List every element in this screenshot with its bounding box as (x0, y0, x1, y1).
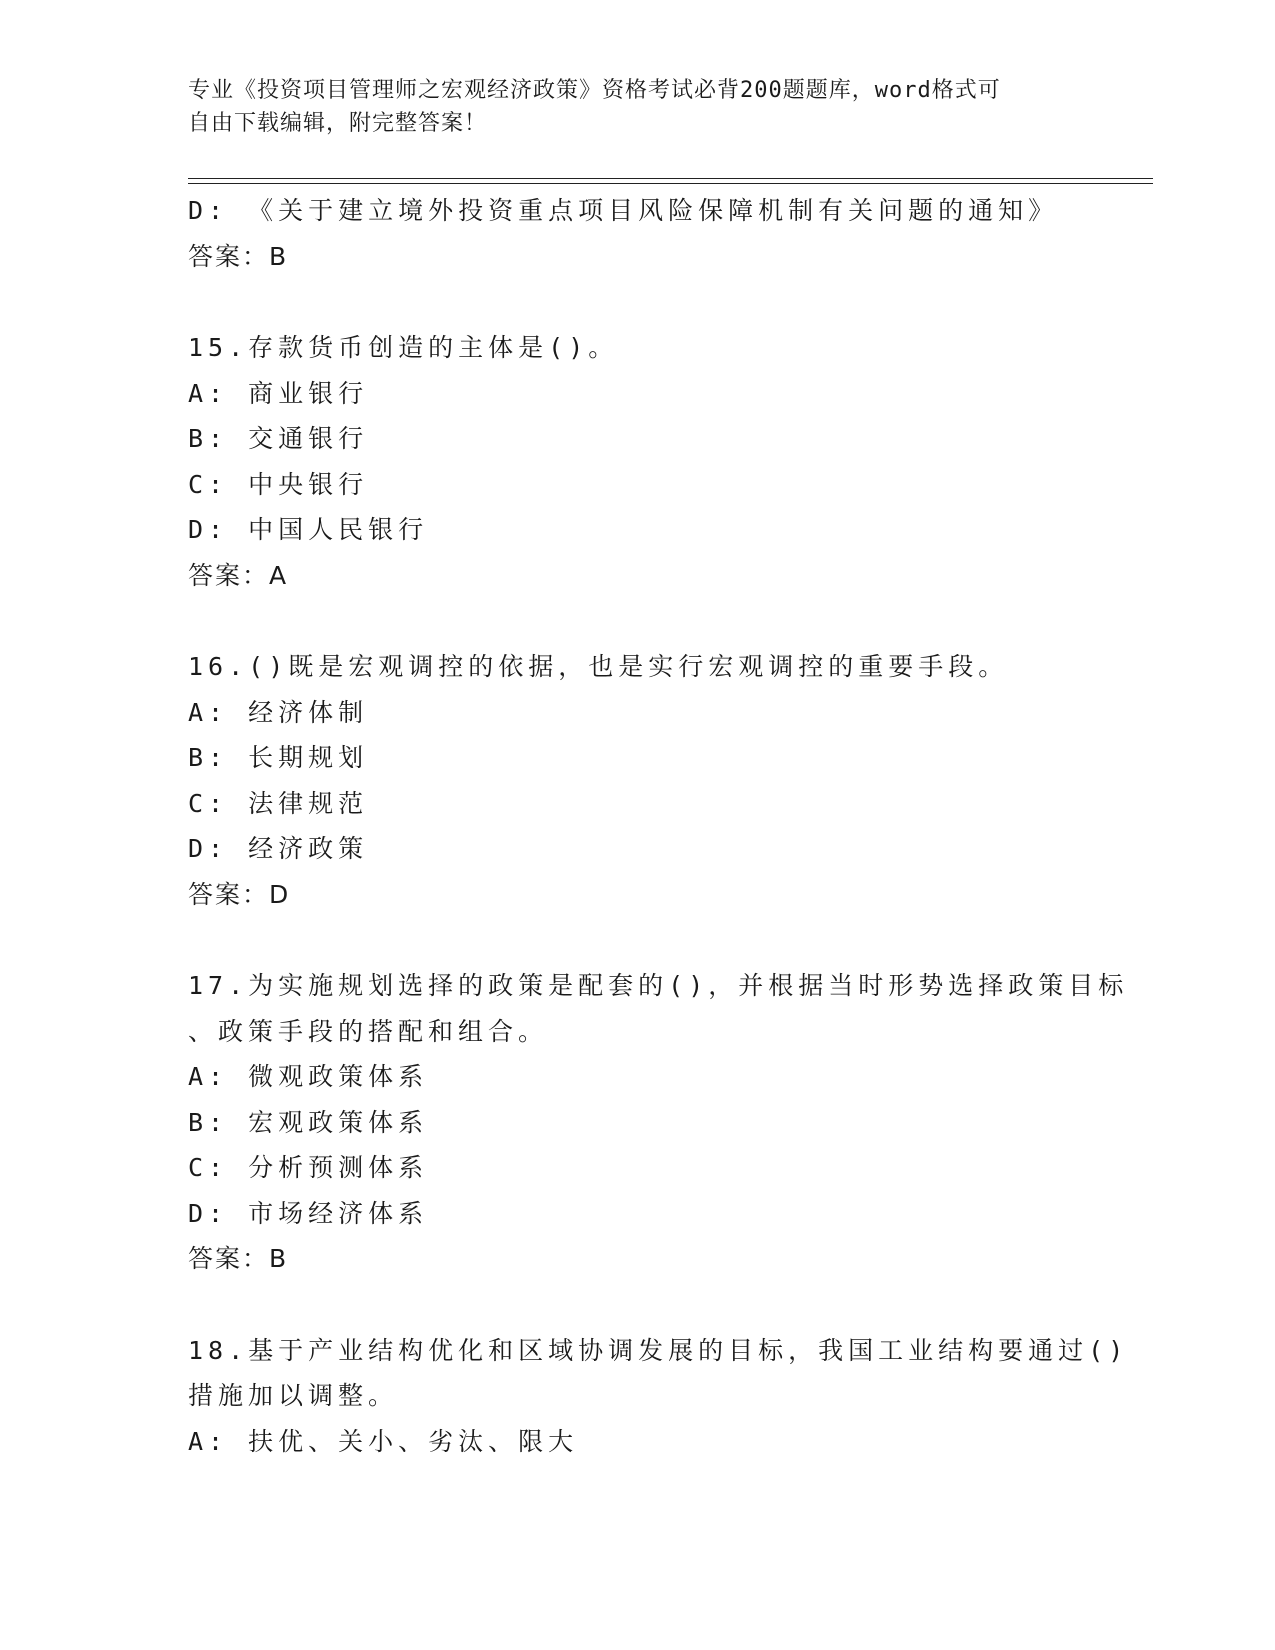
option-d: D: 市场经济体系 (188, 1198, 429, 1228)
option-d: D: 中国人民银行 (188, 515, 429, 544)
document-header (188, 74, 1068, 140)
question-17 (188, 963, 1129, 1282)
option-c: C: 法律规范 (188, 788, 369, 818)
answer: 答案：A (188, 560, 289, 590)
header-divider-top (188, 178, 1153, 179)
option-b: B: 长期规划 (188, 743, 369, 772)
question-15 (188, 325, 1088, 598)
option-a: A: 微观政策体系 (188, 1062, 429, 1091)
option-d: D: 《关于建立境外投资重点项目风险保障机制有关问题的通知》 (188, 196, 1059, 225)
question-14-tail (188, 188, 1088, 279)
question-text: 15.存款货币创造的主体是()。 (188, 333, 619, 362)
question-18 (188, 1328, 1129, 1465)
question-text-line-2: 、政策手段的搭配和组合。 (188, 1016, 549, 1046)
option-c: C: 分析预测体系 (188, 1153, 429, 1182)
question-text-line-1: 17.为实施规划选择的政策是配套的()，并根据当时形势选择政策目标 (188, 971, 1129, 1000)
option-a: A: 经济体制 (188, 697, 369, 727)
header-line-1: 专业《投资项目管理师之宏观经济政策》资格考试必背200题题库，word格式可 (188, 78, 1001, 103)
header-line-2: 自由下载编辑，附完整答案！ (188, 111, 488, 136)
question-16 (188, 644, 1088, 917)
answer: 答案：B (188, 1244, 289, 1273)
answer: 答案：D (188, 879, 291, 909)
question-text-line-1: 18.基于产业结构优化和区域协调发展的目标，我国工业结构要通过() (188, 1335, 1129, 1365)
question-text: 16.()既是宏观调控的依据，也是实行宏观调控的重要手段。 (188, 652, 1009, 681)
header-divider-bottom (188, 183, 1153, 184)
option-c: C: 中央银行 (188, 469, 369, 499)
question-text-line-2: 措施加以调整。 (188, 1381, 399, 1410)
option-b: B: 交通银行 (188, 424, 369, 453)
question-list (188, 188, 1129, 1464)
option-d: D: 经济政策 (188, 834, 369, 863)
option-b: B: 宏观政策体系 (188, 1107, 429, 1137)
option-a: A: 扶优、关小、劣汰、限大 (188, 1426, 579, 1456)
option-a: A: 商业银行 (188, 378, 369, 408)
answer: 答案：B (188, 241, 289, 271)
